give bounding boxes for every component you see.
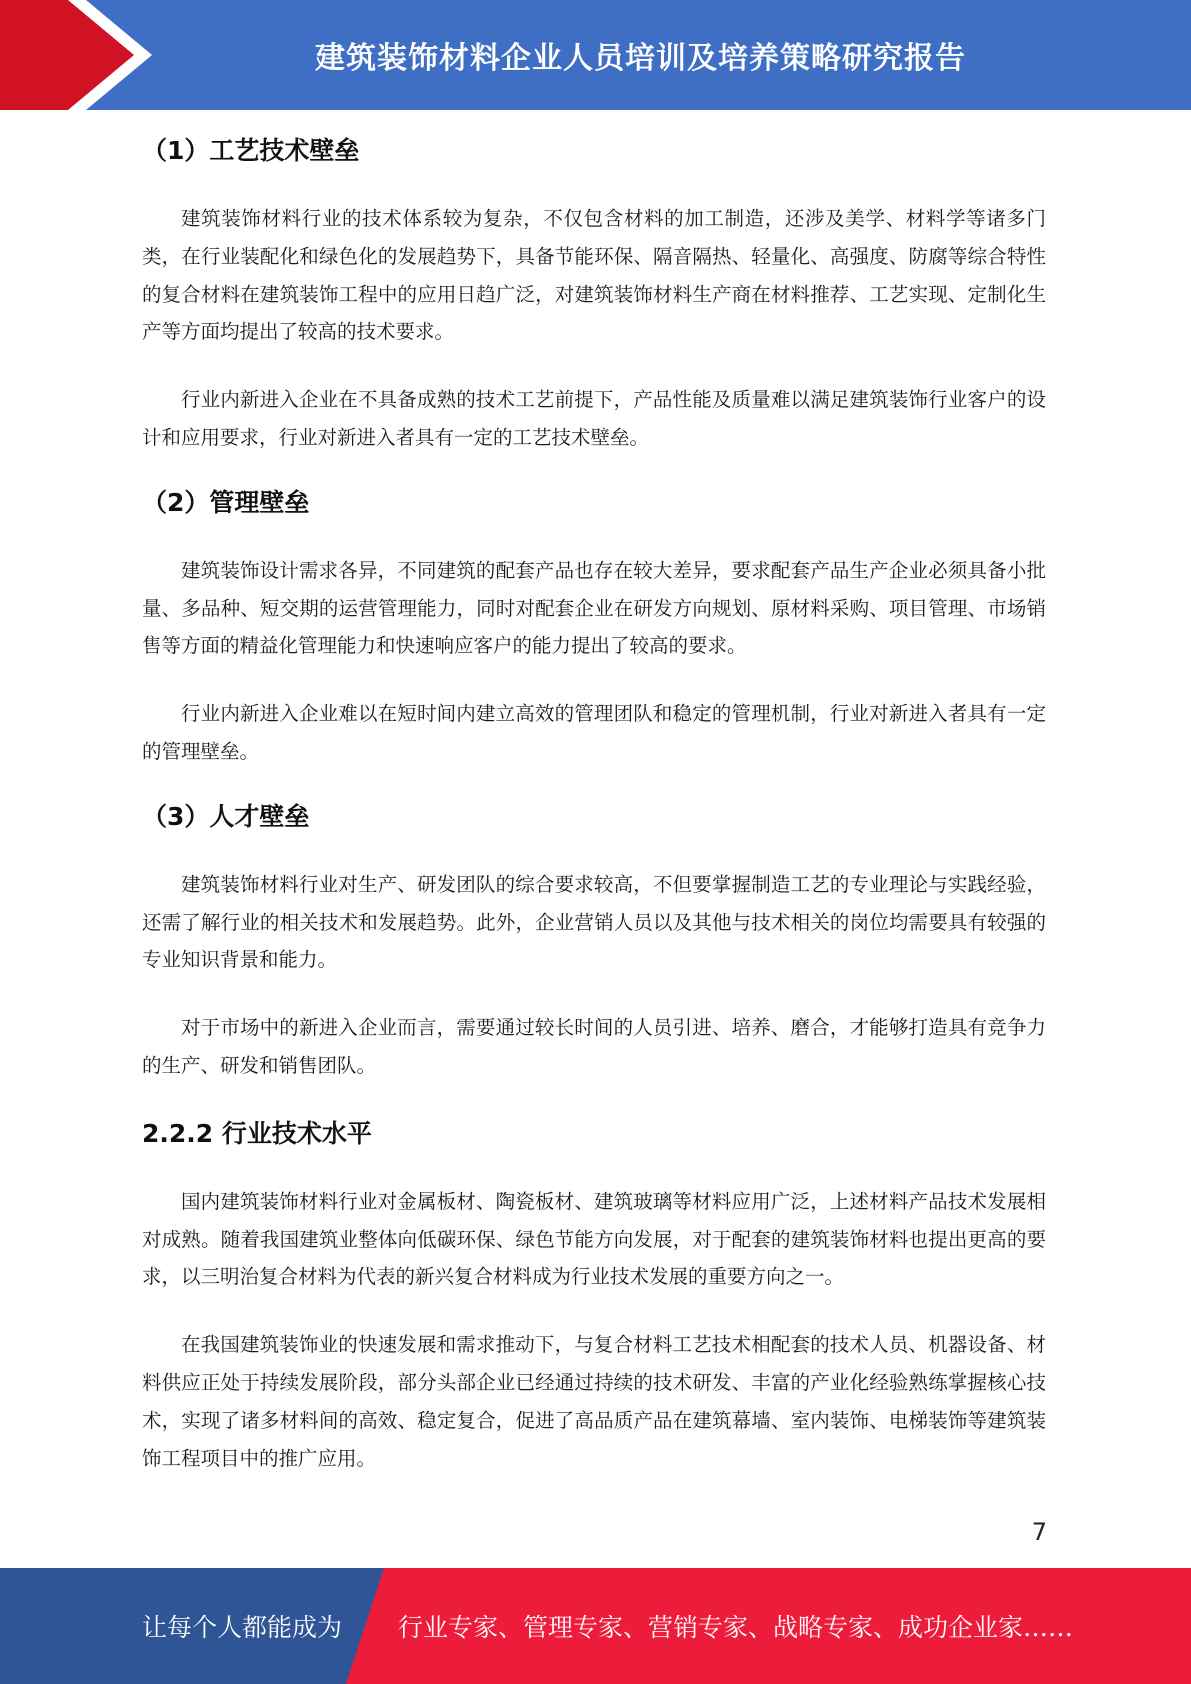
paragraph: 在我国建筑装饰业的快速发展和需求推动下，与复合材料工艺技术相配套的技术人员、机器设备、材料供应正处于持续发展阶段，部分头部企业已经通过持续的技术研发、丰富的产业化经验熟练掌握核心技术，实现了诸多材料间的高效、稳定复合，促进了高品质产品在建筑幕墙、室内装饰、电梯装饰等建筑装饰工程项目中的推广应用。 <box>142 1333 1046 1470</box>
heading-process-tech-barrier: （1）工艺技术壁垒 <box>142 136 360 165</box>
heading-management-barrier: （2）管理壁垒 <box>142 487 310 517</box>
report-title: 建筑装饰材料企业人员培训及培养策略研究报告 <box>315 41 966 76</box>
page-header <box>0 0 1191 110</box>
footer-slogan-right: 行业专家、管理专家、营销专家、战略专家、成功企业家…… <box>398 1613 1074 1642</box>
paragraph: 行业内新进入企业难以在短时间内建立高效的管理团队和稳定的管理机制，行业对新进入者具有一定的管理壁垒。 <box>142 702 1046 763</box>
paragraph: 建筑装饰设计需求各异，不同建筑的配套产品也存在较大差异，要求配套产品生产企业必须具备小批量、多品种、短交期的运营管理能力，同时对配套企业在研发方向规划、原材料采购、项目管理、市场销售等方面的精益化管理能力和快速响应客户的能力提出了较高的要求。 <box>142 558 1046 658</box>
page-number: 7 <box>1031 1518 1047 1546</box>
page-content <box>142 110 1046 1477</box>
heading-industry-tech-level: 2.2.2 行业技术水平 <box>142 1118 372 1148</box>
heading-talent-barrier: （3）人才壁垒 <box>142 801 310 831</box>
paragraph: 建筑装饰材料行业的技术体系较为复杂，不仅包含材料的加工制造，还涉及美学、材料学等诸多门类，在行业装配化和绿色化的发展趋势下，具备节能环保、隔音隔热、轻量化、高强度、防腐等综合特性的复合材料在建筑装饰工程中的应用日趋广泛，对建筑装饰材料生产商在材料推荐、工艺实现、定制化生产等方面均提出了较高的技术要求。 <box>142 207 1046 344</box>
paragraph: 行业内新进入企业在不具备成熟的技术工艺前提下，产品性能及质量难以满足建筑装饰行业客户的设计和应用要求，行业对新进入者具有一定的工艺技术壁垒。 <box>142 388 1046 449</box>
page-footer <box>0 1568 1191 1684</box>
paragraph: 对于市场中的新进入企业而言，需要通过较长时间的人员引进、培养、磨合，才能够打造具有竞争力的生产、研发和销售团队。 <box>142 1016 1046 1077</box>
paragraph: 国内建筑装饰材料行业对金属板材、陶瓷板材、建筑玻璃等材料应用广泛，上述材料产品技术发展相对成熟。随着我国建筑业整体向低碳环保、绿色节能方向发展，对于配套的建筑装饰材料也提出更高的要求，以三明治复合材料为代表的新兴复合材料成为行业技术发展的重要方向之一。 <box>142 1189 1046 1289</box>
footer-slogan-left: 让每个人都能成为 <box>142 1613 343 1642</box>
paragraph: 建筑装饰材料行业对生产、研发团队的综合要求较高，不但要掌握制造工艺的专业理论与实践经验，还需了解行业的相关技术和发展趋势。此外，企业营销人员以及其他与技术相关的岗位均需要具有较强的专业知识背景和能力。 <box>142 872 1046 972</box>
